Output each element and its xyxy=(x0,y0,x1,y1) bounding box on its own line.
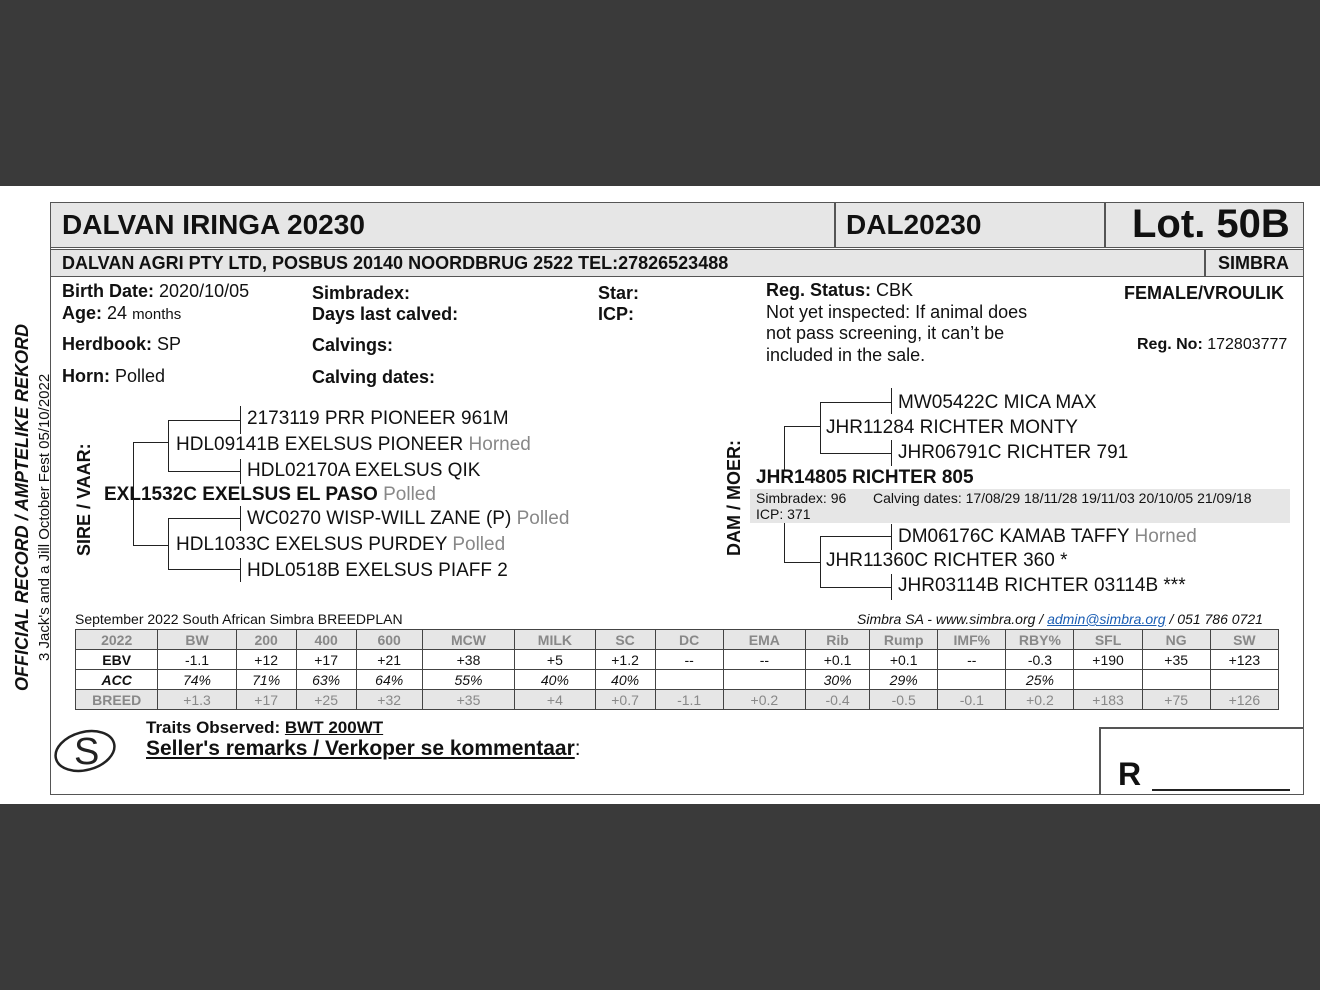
sire-dam-sire: WC0270 WISP-WILL ZANE (P) Polled xyxy=(247,508,570,529)
ebv-cell: -- xyxy=(655,650,723,670)
table-header-row xyxy=(76,630,1279,650)
pedigree-line xyxy=(891,574,892,600)
acc-cell: 63% xyxy=(296,670,356,690)
breed-cell: +1.3 xyxy=(158,690,236,710)
r-letter: R xyxy=(1118,756,1142,792)
acc-cell: 40% xyxy=(515,670,595,690)
svg-text:S: S xyxy=(74,731,100,773)
breed-cell: +126 xyxy=(1210,690,1278,710)
breed-cell: +0.7 xyxy=(595,690,655,710)
breeder-info: DALVAN AGRI PTY LTD, POSBUS 20140 NOORDBRUG 2522 TEL:27826523488 xyxy=(62,253,729,273)
acc-cell: 74% xyxy=(158,670,236,690)
dam-dam: JHR11360C RICHTER 360 * xyxy=(826,550,1068,571)
table-row-ebv xyxy=(76,650,1279,670)
breed-cell: +17 xyxy=(236,690,296,710)
birth-date: Birth Date: 2020/10/05 xyxy=(62,281,250,301)
dam-label: DAM / MOER: xyxy=(724,440,744,556)
dam-dam-dam: JHR03114B RICHTER 03114B *** xyxy=(898,575,1186,596)
breed-cell: +0.2 xyxy=(1006,690,1074,710)
headers-cell: BW xyxy=(158,630,236,650)
table-row-breed xyxy=(76,690,1279,710)
headers-cell: 400 xyxy=(296,630,356,650)
days-last-calved-label: Days last calved: xyxy=(312,304,459,324)
breed-cell: +32 xyxy=(356,690,422,710)
simbra-logo xyxy=(52,724,118,776)
star-label: Star: xyxy=(598,283,640,303)
icp-label: ICP: xyxy=(598,304,634,324)
breed-label: SIMBRA xyxy=(1218,253,1289,273)
headers-cell: Rib xyxy=(806,630,870,650)
ebv-cell: +38 xyxy=(422,650,515,670)
headers-cell: DC xyxy=(655,630,723,650)
pedigree-line xyxy=(891,440,892,466)
acc-cell xyxy=(938,670,1006,690)
dam-main: JHR14805 RICHTER 805 xyxy=(756,467,974,488)
acc-cell: 25% xyxy=(1006,670,1074,690)
acc-cell xyxy=(1142,670,1210,690)
herdbook: Herdbook: SP xyxy=(62,334,182,354)
animal-name: DALVAN IRINGA 20230 xyxy=(62,209,365,240)
divider xyxy=(834,202,836,248)
acc-cell: 30% xyxy=(806,670,870,690)
r-box-border xyxy=(1099,727,1304,729)
dam-calving-dates: Calving dates: 17/08/29 18/11/28 19/11/03 20/10/05 21/09/18 xyxy=(873,490,1252,506)
acc-cell: 71% xyxy=(236,670,296,690)
acc-cell xyxy=(655,670,723,690)
divider xyxy=(1104,202,1106,248)
dam-sire: JHR11284 RICHTER MONTY xyxy=(826,417,1078,438)
breed-cell: +35 xyxy=(422,690,515,710)
breed-cell: -0.5 xyxy=(870,690,938,710)
acc-cell: 55% xyxy=(422,670,515,690)
headers-cell: EMA xyxy=(723,630,805,650)
pedigree-line xyxy=(891,388,892,414)
ebv-cell: +123 xyxy=(1210,650,1278,670)
sire-sire-sire: 2173119 PRR PIONEER 961M xyxy=(247,408,509,429)
headers-cell: MCW xyxy=(422,630,515,650)
ebv-cell: +190 xyxy=(1074,650,1142,670)
reg-number: Reg. No: 172803777 xyxy=(1137,336,1288,353)
breed-cell: +183 xyxy=(1074,690,1142,710)
animal-code: DAL20230 xyxy=(846,209,982,240)
breed-cell: +0.2 xyxy=(723,690,805,710)
ebv-cell: -0.3 xyxy=(1006,650,1074,670)
sale-name: 3 Jack's and a Jill October Fest 05/10/2022 xyxy=(36,373,53,661)
ebv-cell: -- xyxy=(723,650,805,670)
inspection-note-3: included in the sale. xyxy=(766,345,926,365)
divider xyxy=(1204,249,1206,277)
pedigree-line xyxy=(784,426,821,471)
lot-number: Lot. 50B xyxy=(1132,202,1290,246)
headers-cell: Rump xyxy=(870,630,938,650)
ebv-cell: EBV xyxy=(76,650,158,670)
inspection-note-2: not pass screening, it can’t be xyxy=(766,323,1005,343)
headers-cell: IMF% xyxy=(938,630,1006,650)
headers-cell: MILK xyxy=(515,630,595,650)
pedigree-line xyxy=(240,459,241,484)
sire-main: EXL1532C EXELSUS EL PASO Polled xyxy=(104,484,436,505)
pedigree-line xyxy=(784,522,821,563)
ebv-cell: +1.2 xyxy=(595,650,655,670)
headers-cell: SC xyxy=(595,630,655,650)
breed-cell: -1.1 xyxy=(655,690,723,710)
breed-cell: -0.1 xyxy=(938,690,1006,710)
r-signature-line[interactable] xyxy=(1152,789,1290,791)
dam-icp: ICP: 371 xyxy=(756,506,811,522)
calvings-label: Calvings: xyxy=(312,335,394,355)
breed-cell: +4 xyxy=(515,690,595,710)
traits-observed: Traits Observed: BWT 200WT xyxy=(146,718,384,737)
headers-cell: RBY% xyxy=(1006,630,1074,650)
headers-cell: SFL xyxy=(1074,630,1142,650)
headers-cell: NG xyxy=(1142,630,1210,650)
ebv-cell: +35 xyxy=(1142,650,1210,670)
breed-cell: +75 xyxy=(1142,690,1210,710)
acc-cell: ACC xyxy=(76,670,158,690)
sire-dam-dam: HDL0518B EXELSUS PIAFF 2 xyxy=(247,560,508,581)
sire-sire-dam: HDL02170A EXELSUS QIK xyxy=(247,460,481,481)
dam-simbradex: Simbradex: 96 xyxy=(756,490,847,506)
ebv-cell: +0.1 xyxy=(806,650,870,670)
simbradex-label: Simbradex: xyxy=(312,283,411,303)
acc-cell xyxy=(1210,670,1278,690)
horn-status: Horn: Polled xyxy=(62,366,166,386)
acc-cell: 40% xyxy=(595,670,655,690)
r-box-border xyxy=(1099,727,1101,795)
sellers-remarks: Seller's remarks / Verkoper se kommentaar: xyxy=(146,737,581,760)
ebv-cell: +5 xyxy=(515,650,595,670)
dam-sire-dam: JHR06791C RICHTER 791 xyxy=(898,442,1129,463)
pedigree-line xyxy=(891,524,892,550)
official-record-label: OFFICIAL RECORD / AMPTELIKE REKORD xyxy=(12,323,32,691)
reg-status: Reg. Status: CBK xyxy=(766,280,914,300)
pedigree-line xyxy=(240,558,241,582)
pedigree-line xyxy=(240,506,241,531)
ebv-cell: +12 xyxy=(236,650,296,670)
sire-sire: HDL09141B EXELSUS PIONEER Horned xyxy=(176,434,531,455)
breedplan-title: September 2022 South African Simbra BREEDPLAN xyxy=(75,611,403,627)
contact-email-link[interactable]: admin@simbra.org xyxy=(1047,611,1166,627)
acc-cell xyxy=(723,670,805,690)
table-row-acc xyxy=(76,670,1279,690)
headers-cell: 600 xyxy=(356,630,422,650)
headers-cell: 2022 xyxy=(76,630,158,650)
pedigree-line xyxy=(240,406,241,434)
sale-card-sheet xyxy=(0,186,1320,804)
sire-label: SIRE / VAAR: xyxy=(74,443,94,556)
acc-cell: 29% xyxy=(870,670,938,690)
acc-cell: 64% xyxy=(356,670,422,690)
breed-cell: BREED xyxy=(76,690,158,710)
headers-cell: 200 xyxy=(236,630,296,650)
breed-cell: +25 xyxy=(296,690,356,710)
ebv-cell: +21 xyxy=(356,650,422,670)
dam-sire-sire: MW05422C MICA MAX xyxy=(898,392,1097,413)
dam-dam-sire: DM06176C KAMAB TAFFY Horned xyxy=(898,526,1197,547)
ebv-cell: +0.1 xyxy=(870,650,938,670)
sire-dam: HDL1033C EXELSUS PURDEY Polled xyxy=(176,534,506,555)
breed-cell: -0.4 xyxy=(806,690,870,710)
acc-cell xyxy=(1074,670,1142,690)
ebv-cell: -- xyxy=(938,650,1006,670)
age: Age: 24 months xyxy=(62,303,182,323)
breedplan-contact: Simbra SA - www.simbra.org / admin@simbra.org / 051 786 0721 xyxy=(857,611,1263,627)
calving-dates-label: Calving dates: xyxy=(312,367,436,387)
inspection-note-1: Not yet inspected: If animal does xyxy=(766,302,1028,322)
headers-cell: SW xyxy=(1210,630,1278,650)
sex: FEMALE/VROULIK xyxy=(1124,283,1284,303)
ebv-cell: +17 xyxy=(296,650,356,670)
ebv-cell: -1.1 xyxy=(158,650,236,670)
ebv-table xyxy=(75,629,1279,710)
